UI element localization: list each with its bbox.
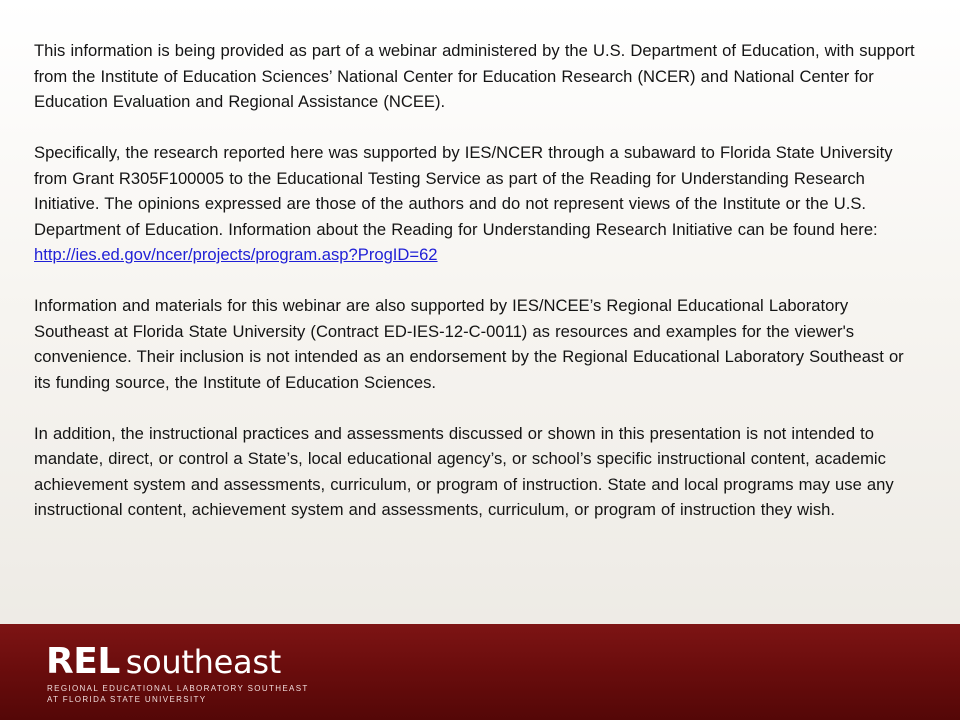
paragraph-research-support-text: Specifically, the research reported here was supported by IES/NCER through a subaward to Florida State University from Grant R305F100005 to the Educational Testing Service as part of the Reading for Understanding Research Initiative. The opinions expressed are those of the authors and do not represent views of the Institute or the U.S. Department of Education. Information about the Reading for Understanding Research Initiative can be found here: bbox=[34, 143, 893, 239]
rel-southeast-logo bbox=[46, 641, 309, 706]
disclaimer-text bbox=[34, 38, 924, 523]
paragraph-instructional-disclaimer: In addition, the instructional practices and assessments discussed or shown in this presentation is not intended to mandate, direct, or control a State’s, local educational agency’s, or school’s specific instructional content, academic achievement system and assessments, curriculum, or program of instruction. State and local programs may use any instructional content, achievement system and assessments, curriculum, or program of instruction they wish. bbox=[34, 423, 894, 519]
logo-subtitle-line2: AT FLORIDA STATE UNIVERSITY bbox=[47, 694, 207, 704]
paragraph-webinar-info: This information is being provided as part of a webinar administered by the U.S. Department of Education, with support from the Institute of Education Sciences’ National Center for Education Research (NCER) and National Center for Education Evaluation and Regional Assistance (NCEE). bbox=[34, 41, 915, 111]
logo-subtitle-line1: REGIONAL EDUCATIONAL LABORATORY SOUTHEAST bbox=[47, 684, 309, 693]
logo-wordmark bbox=[46, 642, 281, 689]
logo-subtitle bbox=[47, 684, 309, 705]
logo-rel: REL bbox=[46, 641, 120, 682]
paragraph-research-support bbox=[34, 140, 924, 268]
logo-southeast: southeast bbox=[125, 643, 281, 681]
program-link[interactable]: http://ies.ed.gov/ncer/projects/program.asp?ProgID=62 bbox=[34, 245, 438, 264]
paragraph-rel-support: Information and materials for this webinar are also supported by IES/NCEE’s Regional Educational Laboratory Southeast at Florida State University (Contract ED-IES-12-C-0011) as resources and examples for the viewer's convenience. Their inclusion is not intended as an endorsement by the Regional Educational Laboratory Southeast or its funding source, the Institute of Education Sciences. bbox=[34, 296, 904, 392]
